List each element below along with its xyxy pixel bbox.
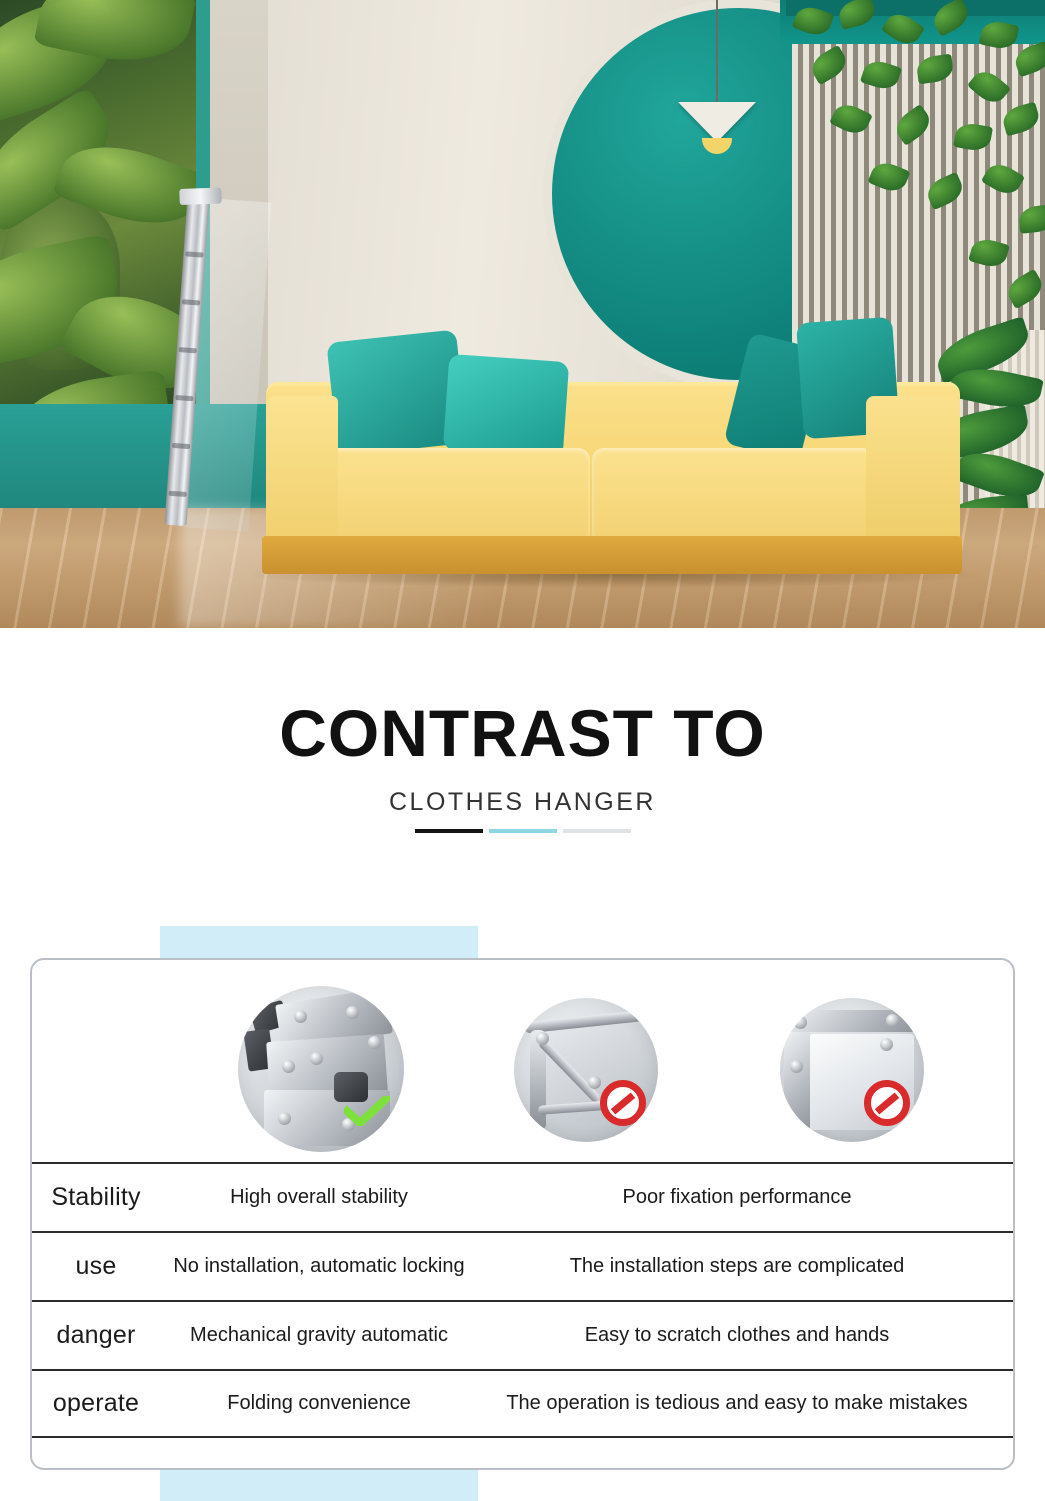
table-body	[32, 1162, 1013, 1438]
divider-dark	[415, 829, 483, 833]
teal-pillow	[443, 354, 569, 458]
table-row	[32, 1162, 1013, 1231]
table-row	[32, 1300, 1013, 1369]
row-label: operate	[52, 1389, 140, 1417]
divider-light	[563, 829, 631, 833]
pendant-lamp-cord	[716, 0, 718, 104]
check-mark-icon	[344, 1096, 390, 1126]
row-ours: High overall stability	[230, 1186, 408, 1208]
folding-rack-joint	[514, 998, 658, 1142]
row-ours: Folding convenience	[227, 1392, 411, 1414]
pendant-lamp-shade	[678, 102, 756, 142]
row-label: Stability	[51, 1183, 141, 1211]
no-entry-icon	[600, 1080, 646, 1126]
row-label: use	[75, 1252, 117, 1280]
bracket-corner-joint	[780, 998, 924, 1142]
page-subtitle: CLOTHES HANGER	[389, 788, 656, 816]
row-theirs: Poor fixation performance	[622, 1186, 852, 1208]
sofa-armrest-right	[866, 396, 960, 548]
sofa-cushion	[592, 448, 874, 544]
sofa-plinth	[262, 536, 962, 574]
divider-teal	[489, 829, 557, 833]
sofa-armrest-left	[266, 396, 338, 548]
section-heading	[0, 628, 1045, 833]
hanger-top-bracket	[179, 188, 222, 205]
no-entry-icon	[864, 1080, 910, 1126]
sofa-cushion	[322, 448, 590, 544]
row-ours: No installation, automatic locking	[173, 1255, 465, 1277]
table-image-row	[32, 972, 1013, 1162]
image-row-label-spacer	[32, 972, 160, 1162]
jungle-window-view	[0, 0, 196, 470]
divider-rules	[0, 829, 1045, 833]
comparison-table	[30, 958, 1015, 1470]
ivy-vines	[775, 0, 1045, 330]
row-theirs: The operation is tedious and easy to make mistakes	[506, 1392, 968, 1414]
image-cell-competitor-2	[746, 972, 996, 1162]
image-cell-competitor-1	[478, 972, 746, 1162]
hero-product-scene	[0, 0, 1045, 628]
product-hinge-closeup	[238, 986, 404, 1152]
row-label: danger	[56, 1321, 136, 1349]
row-theirs: The installation steps are complicated	[569, 1255, 905, 1277]
table-row	[32, 1231, 1013, 1300]
row-ours: Mechanical gravity automatic	[190, 1324, 448, 1346]
image-cell-ours	[160, 972, 478, 1162]
row-theirs: Easy to scratch clothes and hands	[584, 1324, 890, 1346]
page-title: CONTRAST TO	[279, 696, 766, 770]
table-row	[32, 1369, 1013, 1438]
